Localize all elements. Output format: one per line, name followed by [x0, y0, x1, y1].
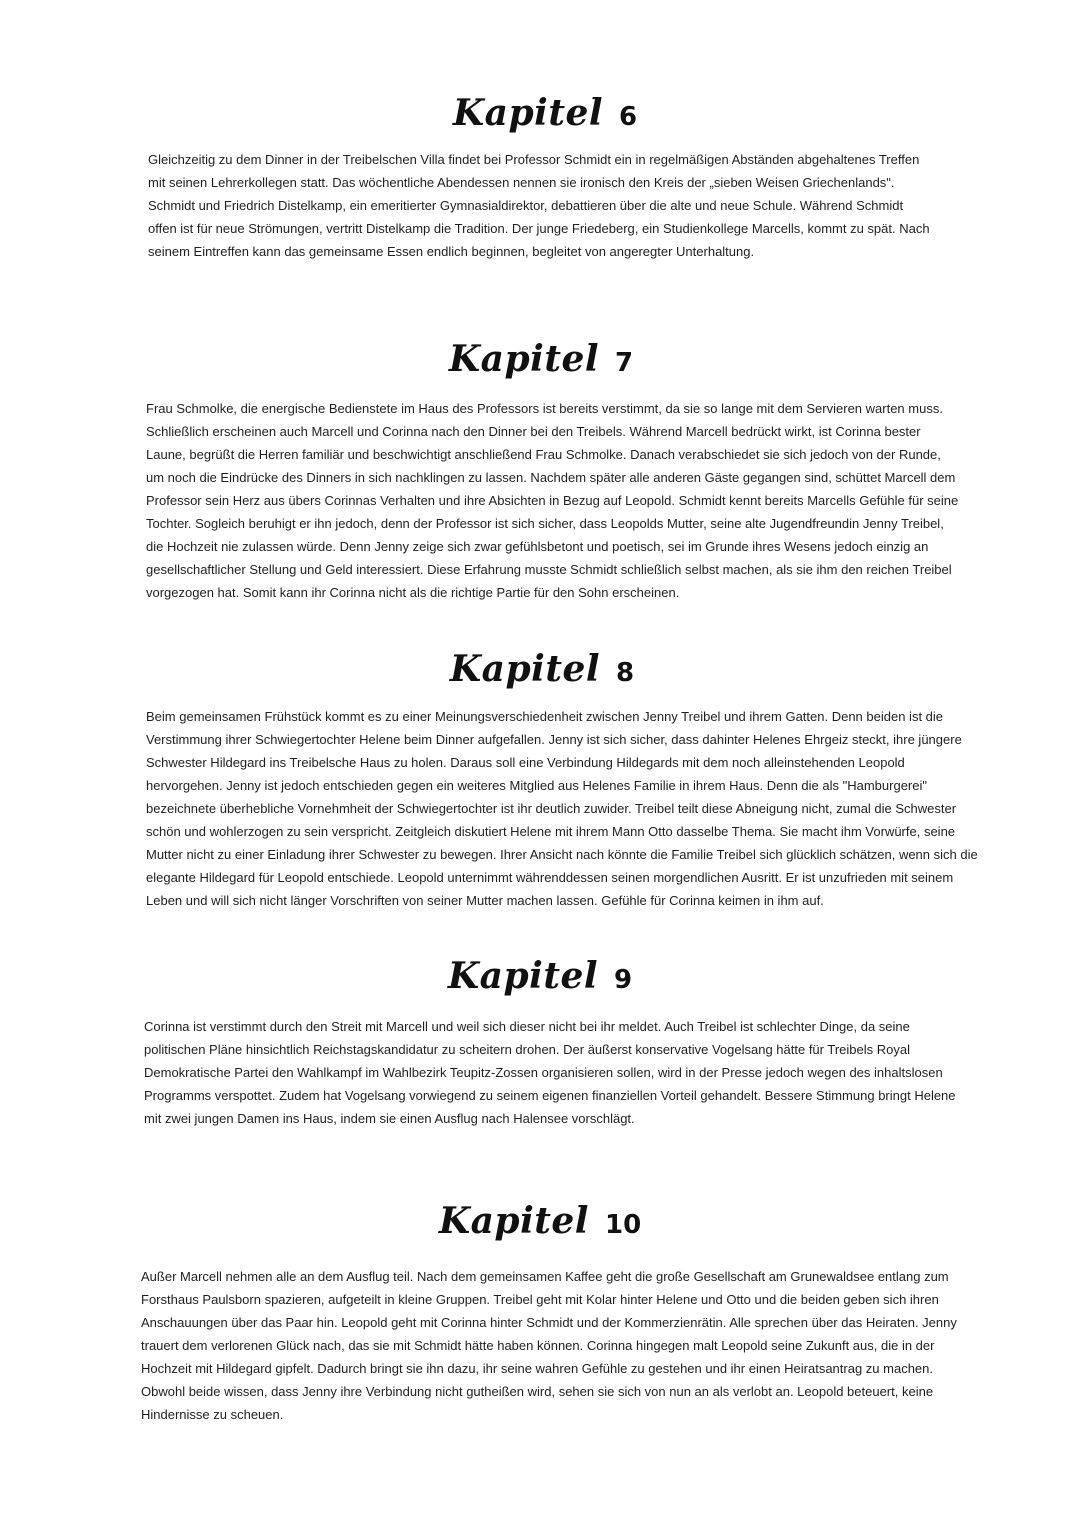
chapter-text — [146, 705, 978, 912]
text-line: mit seinen Lehrerkollegen statt. Das wöchentliche Abendessen nennen sie ironisch den Kreis der „sieben Weisen Griechenlands". — [148, 175, 895, 190]
text-line: politischen Pläne hinsichtlich Reichstagskandidatur zu scheitern drohen. Der äußerst konservative Vogelsang hätte für Treibels Royal — [144, 1042, 910, 1057]
text-line: Verstimmung ihrer Schwiegertochter Helene beim Dinner aufgefallen. Jenny ist sich sicher, dass dahinter Helenes Ehrgeiz steckt, ihre jüngere — [146, 732, 962, 747]
text-line: Beim gemeinsamen Frühstück kommt es zu einer Meinungsverschiedenheit zwischen Jenny Treibel und ihrem Gatten. Denn beiden ist die — [146, 709, 944, 724]
chapter-text — [146, 397, 958, 604]
chapter-text — [148, 148, 930, 263]
chapter-heading-word: Kapitel — [448, 338, 600, 380]
chapter-heading — [0, 648, 1080, 690]
text-line: offen ist für neue Strömungen, vertritt Distelkamp die Tradition. Der junge Friedeberg, ein Studienkollege Marcells, kommt zu spät. Nach — [148, 221, 930, 236]
chapter-heading-word: Kapitel — [452, 92, 604, 134]
text-line: elegante Hildegard für Leopold entschiede. Leopold unternimmt währenddessen seinen morgendlichen Ausritt. Er ist unzufrieden mit seinem — [146, 870, 954, 885]
text-line: Frau Schmolke, die energische Bedienstete im Haus des Professors ist bereits verstimmt, da sie so lange mit dem Servieren warten muss. — [146, 401, 943, 416]
chapter-text — [141, 1265, 957, 1426]
text-line: Professor sein Herz aus übers Corinnas Verhalten und ihre Absichten in Bezug auf Leopold. Schmidt kennt bereits Marcells Gefühle für seine — [146, 493, 959, 508]
text-line: um noch die Eindrücke des Dinners in sich nachklingen zu lassen. Nachdem später alle anderen Gäste gegangen sind, schüttet Marcell dem — [146, 470, 956, 485]
text-line: Obwohl beide wissen, dass Jenny ihre Verbindung nicht gutheißen wird, sehen sie sich von nun an als verlobt an. Leopold beteuert, keine — [141, 1384, 934, 1399]
chapter-number: 7 — [615, 348, 634, 378]
text-line: Schließlich erscheinen auch Marcell und Corinna nach den Dinner bei den Treibels. Während Marcell bedrückt wirkt, ist Corinna bester — [146, 424, 921, 439]
text-line: bezeichnete überhebliche Vornehmheit der Schwiegertochter ist ihr deutlich zuwider. Treibel teilt diese Abneigung nicht, zumal die Schwester — [146, 801, 957, 816]
chapter-text — [144, 1015, 956, 1130]
text-line: Demokratische Partei den Wahlkampf im Wahlbezirk Teupitz-Zossen organisieren sollen, wird in der Presse jedoch wegen des inhaltslosen — [144, 1065, 943, 1080]
chapter-heading-word: Kapitel — [449, 648, 601, 690]
text-line: Hindernisse zu scheuen. — [141, 1407, 284, 1422]
text-line: Leben und will sich nicht länger Vorschriften von seiner Mutter machen lassen. Gefühle für Corinna keimen in ihm auf. — [146, 893, 824, 908]
chapter-heading — [0, 92, 1080, 134]
text-line: trauert dem verlorenen Glück nach, das sie mit Schmidt hätte haben können. Corinna hingegen malt Leopold seine Zukunft aus, die in der — [141, 1338, 935, 1353]
text-line: vorgezogen hat. Somit kann ihr Corinna nicht als die richtige Partie für den Sohn erscheinen. — [146, 585, 680, 600]
text-line: schön und wohlerzogen zu sein verspricht. Zeitgleich diskutiert Helene mit ihrem Mann Otto dasselbe Thema. Sie macht ihm Vorwürfe, seine — [146, 824, 956, 839]
chapter-heading-word: Kapitel — [438, 1200, 589, 1242]
text-line: Mutter nicht zu einer Einladung ihrer Schwester zu bewegen. Ihrer Ansicht nach könnte die Familie Treibel sich glücklich schätzen, wenn sich die — [146, 847, 978, 862]
chapter-number: 8 — [616, 658, 635, 688]
chapter-number: 6 — [619, 102, 638, 132]
chapter-heading — [0, 1200, 1080, 1242]
chapter-heading — [0, 338, 1080, 380]
text-line: Forsthaus Paulsborn spazieren, aufgeteilt in kleine Gruppen. Treibel geht mit Kolar hinter Helene und Otto und die beiden geben sich ihren — [141, 1292, 939, 1307]
text-line: Gleichzeitig zu dem Dinner in der Treibelschen Villa findet bei Professor Schmidt ein in regelmäßigen Abständen abgehaltenes Treffen — [148, 152, 920, 167]
text-line: die Hochzeit nie zulassen würde. Denn Jenny zeige sich zwar gefühlsbetont und poetisch, sei im Grunde ihres Wesens jedoch einzig an — [146, 539, 929, 554]
text-line: gesellschaftlicher Stellung und Geld interessiert. Diese Erfahrung musste Schmidt schließlich selbst machen, als sie ihm den reichen Treibel — [146, 562, 952, 577]
chapter-number: 10 — [604, 1210, 642, 1240]
text-line: Schwester Hildegard ins Treibelsche Haus zu holen. Daraus soll eine Verbindung Hildegards mit dem noch alleinstehenden Leopold — [146, 755, 905, 770]
text-line: Tochter. Sogleich beruhigt er ihn jedoch, denn der Professor ist sich sicher, dass Leopolds Mutter, seine alte Jugendfreundin Jenny Treibel, — [146, 516, 944, 531]
text-line: Hochzeit mit Hildegard gipfelt. Dadurch bringt sie ihn dazu, ihr seine wahren Gefühle zu gestehen und ihr einen Heiratsantrag zu machen. — [141, 1361, 934, 1376]
text-line: seinem Eintreffen kann das gemeinsame Essen endlich beginnen, begleitet von angeregter Unterhaltung. — [148, 244, 755, 259]
chapter-number: 9 — [614, 965, 633, 995]
text-line: Außer Marcell nehmen alle an dem Ausflug teil. Nach dem gemeinsamen Kaffee geht die große Gesellschaft am Grunewaldsee entlang zum — [141, 1269, 949, 1284]
text-line: hervorgehen. Jenny ist jedoch entschieden gegen ein weiteres Mitglied aus Helenes Familie in ihrem Haus. Denn die als "Hamburgerei" — [146, 778, 927, 793]
text-line: Schmidt und Friedrich Distelkamp, ein emeritierter Gymnasialdirektor, debattieren über die alte und neue Schule. Während Schmidt — [148, 198, 904, 213]
text-line: Corinna ist verstimmt durch den Streit mit Marcell und weil sich dieser nicht bei ihr meldet. Auch Treibel ist schlechter Dinge, da seine — [144, 1019, 910, 1034]
text-line: Anschauungen über das Paar hin. Leopold geht mit Corinna hinter Schmidt und der Kommerzienrätin. Alle sprechen über das Heiraten. Jenny — [141, 1315, 957, 1330]
text-line: mit zwei jungen Damen ins Haus, indem sie einen Ausflug nach Halensee vorschlägt. — [144, 1111, 635, 1126]
chapter-heading-word: Kapitel — [447, 955, 599, 997]
chapter-heading — [0, 955, 1080, 997]
text-line: Programms verspottet. Zudem hat Vogelsang vorwiegend zu seinem eigenen finanziellen Vorteil gehandelt. Bessere Stimmung bringt Helene — [144, 1088, 956, 1103]
text-line: Laune, begrüßt die Herren familiär und beschwichtigt anschließend Frau Schmolke. Danach verabschiedet sie sich jedoch von der Runde, — [146, 447, 941, 462]
